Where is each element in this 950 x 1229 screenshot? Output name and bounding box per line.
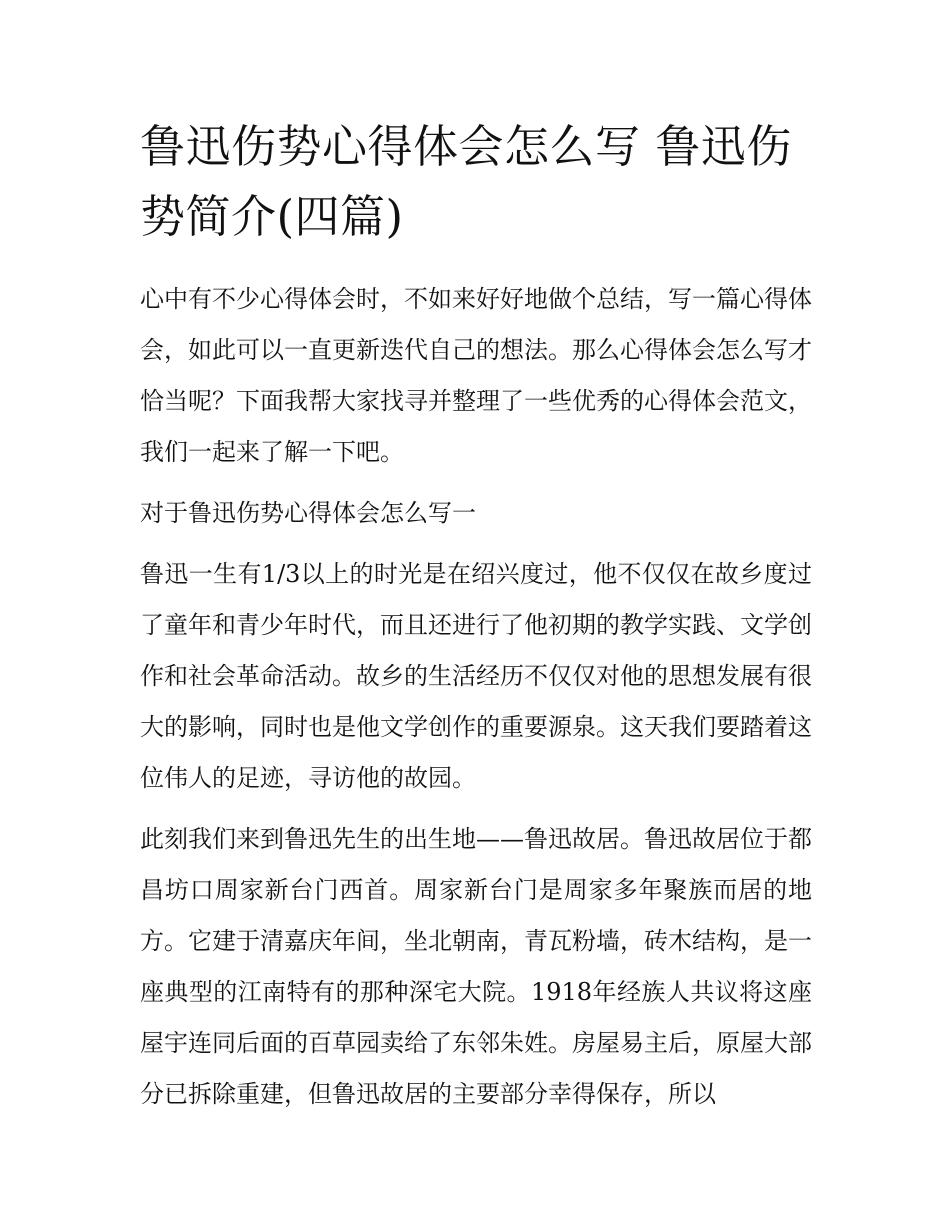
document-title: 鲁迅伤势心得体会怎么写 鲁迅伤势简介(四篇) — [140, 120, 792, 243]
document-page — [140, 112, 812, 1120]
section-heading: 对于鲁迅伤势心得体会怎么写一 — [140, 499, 476, 527]
body-paragraph: 鲁迅一生有1/3以上的时光是在绍兴度过，他不仅仅在故乡度过了童年和青少年时代，而且还进行了他初期的教学实践、文学创作和社会革命活动。故乡的生活经历不仅仅对他的思想发展有很大的影响，同时也是他文学创作的重要源泉。这天我们要踏着这位伟人的足迹，寻访他的故园。 — [140, 560, 812, 792]
intro-paragraph: 心中有不少心得体会时，不如来好好地做个总结，写一篇心得体会，如此可以一直更新迭代自己的想法。那么心得体会怎么写才恰当呢？下面我帮大家找寻并整理了一些优秀的心得体会范文，我们一起来了解一下吧。 — [140, 285, 812, 466]
body-paragraph: 此刻我们来到鲁迅先生的出生地——鲁迅故居。鲁迅故居位于都昌坊口周家新台门西首。周家新台门是周家多年聚族而居的地方。它建于清嘉庆年间，坐北朝南，青瓦粉墙，砖木结构，是一座典型的江南特有的那种深宅大院。1918年经族人共议将这座屋宇连同后面的百草园卖给了东邻朱姓。房屋易主后，原屋大部分已拆除重建，但鲁迅故居的主要部分幸得保存，所以 — [140, 825, 812, 1108]
